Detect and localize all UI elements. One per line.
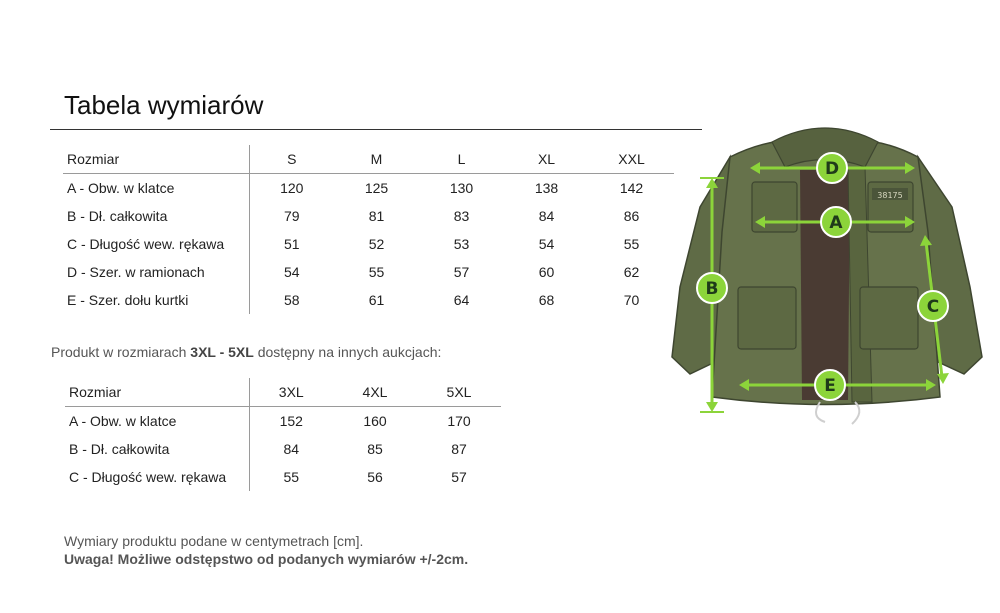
note-suffix: dostępny na innych aukcjach: [253,344,442,360]
table-cell: 52 [368,236,385,252]
table-cell: 84 [538,208,555,224]
table-cell: 85 [367,441,383,457]
table-cell: 60 [538,264,555,280]
row-label: C - Długość wew. rękawa [63,230,249,258]
table-row [65,407,501,436]
table-cell: 56 [367,469,383,485]
table-row [63,286,674,314]
row-label: A - Obw. w klatce [65,407,249,436]
table-cell: 57 [453,264,470,280]
marker-a-label: A [829,213,843,233]
table-cell: 62 [623,264,640,280]
table-cell: 57 [451,469,467,485]
table-cell: 83 [453,208,470,224]
header-cell: XXL [589,145,674,174]
row-label: E - Szer. dołu kurtki [63,286,249,314]
table-cell: 160 [363,413,387,429]
table-cell: 125 [364,180,389,196]
row-label: B - Dł. całkowita [65,435,249,463]
table-cell: 138 [534,180,559,196]
table-cell: 70 [623,292,640,308]
marker-b [697,273,727,303]
table-header-row [63,145,674,174]
row-label: A - Obw. w klatce [63,174,249,203]
table-cell: 84 [283,441,300,457]
table-row [63,174,674,203]
availability-note [51,344,441,360]
page-title: Tabela wymiarów [64,90,264,120]
table-header-row [65,378,501,407]
header-cell: 4XL [333,378,417,407]
header-cell: S [249,145,334,174]
title-divider [50,129,702,130]
table-cell: 55 [623,236,640,252]
header-cell-size: Rozmiar [63,145,249,174]
table-cell: 55 [283,469,300,485]
jacket-diagram [660,112,990,442]
table-cell: 170 [447,413,471,429]
row-label: B - Dł. całkowita [63,202,249,230]
table-row [65,435,501,463]
table-cell: 51 [283,236,300,252]
table-cell: 87 [451,441,467,457]
table-cell: 54 [283,264,300,280]
table-row [63,202,674,230]
table-row [63,230,674,258]
marker-c-label: C [926,297,940,317]
table-cell: 68 [538,292,555,308]
marker-d [817,153,847,183]
table-cell: 54 [538,236,555,252]
note-prefix: Produkt w rozmiarach [51,344,191,360]
table-cell: 152 [279,413,303,429]
jacket-patch-text: 38175 [877,191,903,200]
units-note: Wymiary produktu podane w centymetrach [cm]. [64,533,364,549]
header-cell: M [334,145,419,174]
marker-b-label: B [705,279,719,299]
header-cell: XL [504,145,589,174]
tolerance-warning: Uwaga! Możliwe odstępstwo od podanych wymiarów +/-2cm. [64,551,469,567]
table-cell: 81 [368,208,385,224]
table-row [63,258,674,286]
table-cell: 120 [280,180,304,196]
marker-e-label: E [824,376,836,396]
table-cell: 142 [619,180,644,196]
table-cell: 130 [449,180,474,196]
table-cell: 53 [453,236,470,252]
header-cell-size: Rozmiar [65,378,249,407]
size-table-main [63,145,674,314]
table-cell: 86 [623,208,640,224]
row-label: C - Długość wew. rękawa [65,463,249,491]
size-table-extra [65,378,501,491]
marker-e [815,370,845,400]
marker-a [821,207,851,237]
table-cell: 55 [368,264,385,280]
table-cell: 64 [453,292,470,308]
marker-d-label: D [824,159,840,179]
table-cell: 58 [283,292,300,308]
table-row [65,463,501,491]
table-cell: 79 [283,208,300,224]
note-sizes: 3XL - 5XL [190,344,254,360]
header-cell: 5XL [417,378,501,407]
header-cell: 3XL [249,378,333,407]
table-cell: 61 [368,292,385,308]
marker-c [918,291,948,321]
header-cell: L [419,145,504,174]
row-label: D - Szer. w ramionach [63,258,249,286]
